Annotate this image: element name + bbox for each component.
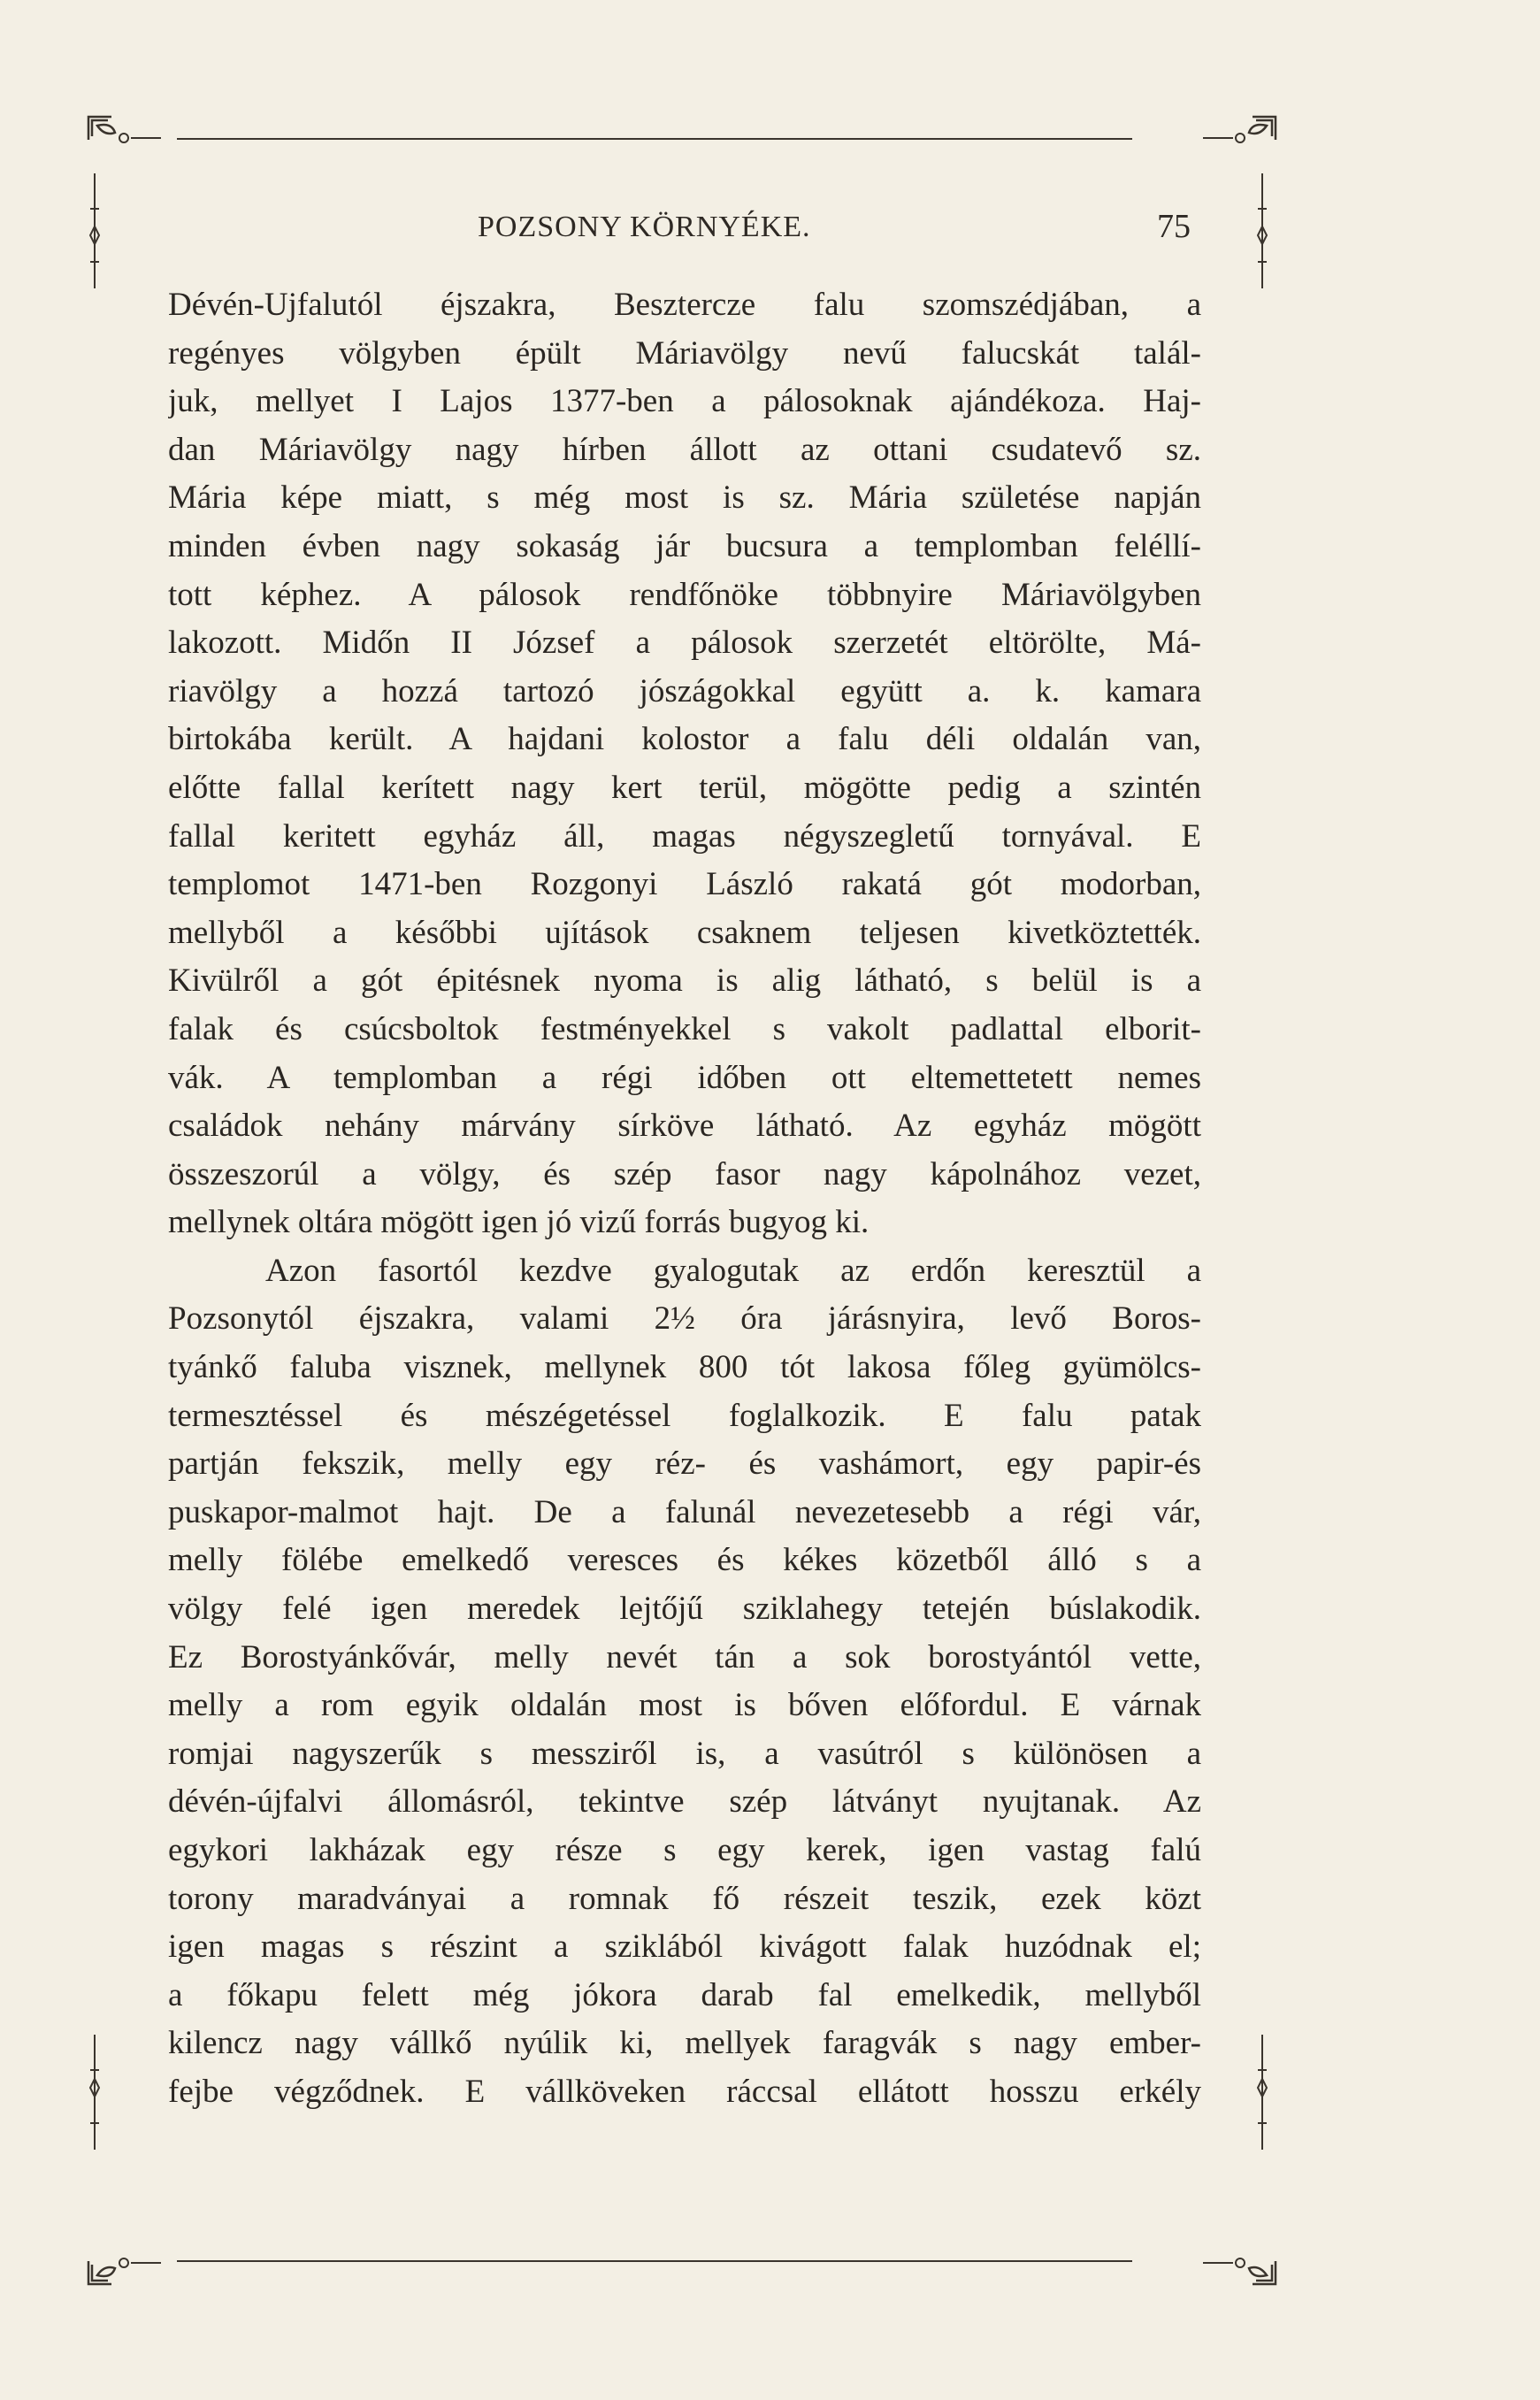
page-number: 75 (1157, 208, 1191, 245)
text-line: Pozsonytól éjszakra, valami 2½ óra járásnyira, levő Boros- (168, 1300, 1201, 1338)
text-line: lakozott. Midőn II József a pálosok szerzetét eltörölte, Má- (168, 625, 1201, 662)
side-rule-ornament (88, 173, 101, 288)
text-line: igen magas s részint a sziklából kivágott falak huzódnak el; (168, 1928, 1201, 1966)
text-line: torony maradványai a romnak fő részeit teszik, ezek közt (168, 1880, 1201, 1917)
text-line: a főkapu felett még jókora darab fal emelkedik, mellyből (168, 1976, 1201, 2013)
text-line: tyánkő faluba visznek, mellynek 800 tót lakosa főleg gyümölcs- (168, 1349, 1201, 1386)
side-rule-ornament (88, 2035, 101, 2150)
text-line: összeszorúl a völgy, és szép fasor nagy kápolnához vezet, (168, 1155, 1201, 1192)
frame-bottom-rule (177, 2260, 1132, 2262)
text-line: partján fekszik, melly egy réz- és vashámort, egy papir-és (168, 1445, 1201, 1483)
text-line: minden évben nagy sokaság jár bucsura a templomban feléllí- (168, 527, 1201, 564)
text-line: melly a rom egyik oldalán most is bőven előfordul. E várnak (168, 1687, 1201, 1724)
text-line: riavölgy a hozzá tartozó jószágokkal együtt a. k. kamara (168, 672, 1201, 709)
side-rule-ornament (1256, 173, 1268, 288)
text-line: templomot 1471-ben Rozgonyi László rakatá gót modorban, (168, 866, 1201, 903)
text-line: puskapor-malmot hajt. De a falunál nevezetesebb a régi vár, (168, 1493, 1201, 1530)
text-line: Azon fasortól kezdve gyalogutak az erdőn keresztül a (265, 1252, 1201, 1289)
text-line: Dévén-Ujfalutól éjszakra, Besztercze falu szomszédjában, a (168, 287, 1201, 323)
text-line: vák. A templomban a régi időben ott eltemettetett nemes (168, 1059, 1201, 1096)
text-line: termesztéssel és mészégetéssel foglalkozik. E falu patak (168, 1397, 1201, 1434)
text-line: juk, mellyet I Lajos 1377-ben a pálosoknak ajándékoza. Haj- (168, 383, 1201, 420)
body-text (168, 281, 1201, 2117)
side-rule-ornament (1256, 2035, 1268, 2150)
text-line: előtte fallal kerített nagy kert terül, mögötte pedig a szintén (168, 769, 1201, 806)
text-line: birtokába került. A hajdani kolostor a falu déli oldalán van, (168, 721, 1201, 758)
running-title: POZSONY KÖRNYÉKE. (478, 211, 811, 243)
text-line: romjai nagyszerűk s messziről is, a vasútról s különösen a (168, 1735, 1201, 1772)
text-line: fejbe végződnek. E vállköveken ráccsal ellátott hosszu erkély (168, 2073, 1201, 2110)
text-line: egykori lakházak egy része s egy kerek, igen vastag falú (168, 1832, 1201, 1868)
frame-top-rule (177, 138, 1132, 140)
text-line: völgy felé igen meredek lejtőjű sziklahegy tetején búslakodik. (168, 1591, 1201, 1628)
text-line: Kivülről a gót épitésnek nyoma is alig látható, s belül is a (168, 962, 1201, 1000)
text-line: családok nehány márvány sírköve látható. Az egyház mögött (168, 1108, 1201, 1145)
text-line: melly fölébe emelkedő veresces és kékes közetből álló s a (168, 1542, 1201, 1579)
ornamental-corner-icon (85, 2208, 165, 2288)
text-line: kilencz nagy vállkő nyúlik ki, mellyek faragvák s nagy ember- (168, 2025, 1201, 2062)
text-line: falak és csúcsboltok festményekkel s vakolt padlattal elborit- (168, 1010, 1201, 1047)
text-line: tott képhez. A pálosok rendfőnöke többnyire Máriavölgyben (168, 576, 1201, 613)
text-line: fallal keritett egyház áll, magas négyszegletű tornyával. E (168, 817, 1201, 855)
text-line: Mária képe miatt, s még most is sz. Mária születése napján (168, 479, 1201, 517)
text-line: mellynek oltára mögött igen jó vizű forrás bugyog ki. (168, 1204, 870, 1241)
text-line: mellyből a későbbi ujítások csaknem teljesen kivetköztették. (168, 914, 1201, 951)
text-line: Ez Borostyánkővár, melly nevét tán a sok borostyántól vette, (168, 1638, 1201, 1675)
ornamental-corner-icon (1199, 2208, 1279, 2288)
text-line: dan Máriavölgy nagy hírben állott az ottani csudatevő sz. (168, 431, 1201, 468)
text-line: regényes völgyben épült Máriavölgy nevű falucskát talál- (168, 334, 1201, 372)
text-line: dévén-újfalvi állomásról, tekintve szép látványt nyujtanak. Az (168, 1783, 1201, 1821)
